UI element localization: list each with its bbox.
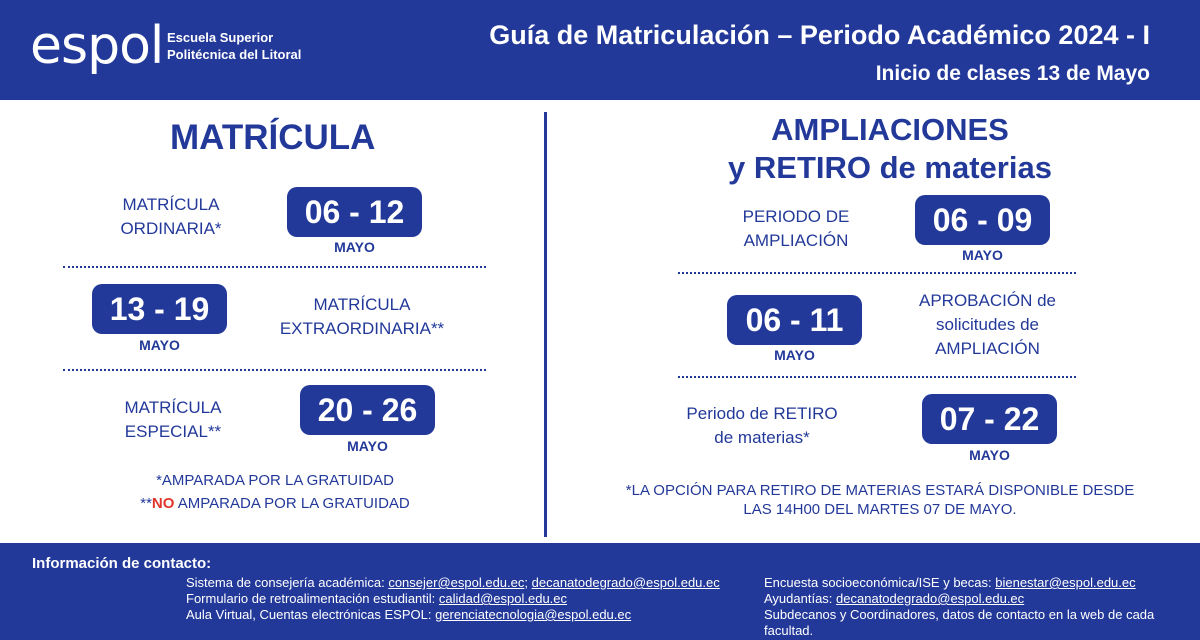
label-line: PERIODO DE xyxy=(742,207,850,226)
dotted-separator xyxy=(63,266,486,268)
contact-line xyxy=(186,575,720,591)
email-link-decanato[interactable]: decanatodegrado@espol.edu.ec xyxy=(531,575,720,590)
email-link-calidad[interactable]: calidad@espol.edu.ec xyxy=(438,591,568,606)
contact-column-right xyxy=(764,575,1154,639)
label-line: AMPLIACIÓN xyxy=(743,231,849,250)
label-line: EXTRAORDINARIA** xyxy=(279,319,445,338)
page-title: Guía de Matriculación – Periodo Académico 2024 - I xyxy=(489,20,1150,50)
date-badge-ampliacion: 06 - 09 xyxy=(915,195,1050,245)
contact-text: Encuesta socioeconómica/ISE y becas: xyxy=(764,575,996,590)
logo-subtitle-line-2: Politécnica del Litoral xyxy=(167,47,302,62)
label-line: MATRÍCULA xyxy=(313,295,411,314)
date-badge-aprobacion: 06 - 11 xyxy=(727,295,862,345)
contact-line xyxy=(764,591,1154,607)
dotted-separator xyxy=(63,369,486,371)
date-badge-especial: 20 - 26 xyxy=(300,385,435,435)
label-line: AMPLIACIÓN xyxy=(935,339,1040,358)
retiro-materias-label xyxy=(672,402,852,450)
espol-logo: espol xyxy=(30,16,164,76)
contact-text: Ayudantías: xyxy=(764,591,837,606)
note-suffix: AMPARADA POR LA GRATUIDAD xyxy=(174,495,410,512)
logo-subtitle xyxy=(167,29,301,63)
note-prefix: ** xyxy=(140,495,152,512)
contact-column-left xyxy=(186,575,720,623)
contact-line xyxy=(186,607,720,623)
label-line: Periodo de RETIRO xyxy=(686,404,838,423)
ampliaciones-heading-line-2: y RETIRO de materias xyxy=(728,150,1052,185)
label-line: de materias* xyxy=(714,428,810,447)
dotted-separator xyxy=(678,272,1076,274)
label-line: ORDINARIA* xyxy=(120,219,222,238)
logo-subtitle-line-1: Escuela Superior xyxy=(167,30,274,45)
email-link-gerencia[interactable]: gerenciatecnologia@espol.edu.ec xyxy=(435,607,632,622)
contact-line xyxy=(764,575,1154,591)
contact-line: Subdecanos y Coordinadores, datos de contacto en la web de cada xyxy=(764,607,1155,622)
header-banner xyxy=(0,0,1200,100)
contact-line: facultad. xyxy=(764,623,814,638)
label-line: APROBACIÓN de xyxy=(919,291,1056,310)
date-badge-retiro: 07 - 22 xyxy=(922,394,1057,444)
contact-text: Sistema de consejería académica: xyxy=(186,575,389,590)
matricula-especial-label xyxy=(98,396,248,444)
date-badge-ordinaria: 06 - 12 xyxy=(287,187,422,237)
month-label: MAYO xyxy=(334,239,375,255)
note-no-gratuidad xyxy=(100,493,450,515)
month-label: MAYO xyxy=(347,438,388,454)
separator: ; xyxy=(524,575,532,590)
note-retiro-line-2: LAS 14H00 DEL MARTES 07 DE MAYO. xyxy=(743,501,1017,518)
email-link-ayudantias[interactable]: decanatodegrado@espol.edu.ec xyxy=(836,591,1025,606)
note-no-highlight: NO xyxy=(151,495,175,512)
month-label: MAYO xyxy=(962,247,1003,263)
contact-text: Aula Virtual, Cuentas electrónicas ESPOL: xyxy=(186,607,436,622)
contact-line xyxy=(186,591,720,607)
note-retiro-line-1: *LA OPCIÓN PARA RETIRO DE MATERIAS ESTARÁ DISPONIBLE DESDE xyxy=(625,482,1135,499)
matricula-extraordinaria-label xyxy=(272,293,452,341)
matricula-ordinaria-label xyxy=(96,193,246,241)
label-line: MATRÍCULA xyxy=(124,398,222,417)
ampliaciones-heading-line-1: AMPLIACIONES xyxy=(771,112,1009,147)
column-divider xyxy=(544,112,547,537)
month-label: MAYO xyxy=(969,447,1010,463)
dotted-separator xyxy=(678,376,1076,378)
date-badge-extraordinaria: 13 - 19 xyxy=(92,284,227,334)
month-label: MAYO xyxy=(139,337,180,353)
page-subtitle: Inicio de clases 13 de Mayo xyxy=(875,62,1150,85)
aprobacion-ampliacion-label xyxy=(900,289,1075,361)
label-line: ESPECIAL** xyxy=(124,422,222,441)
label-line: MATRÍCULA xyxy=(122,195,220,214)
month-label: MAYO xyxy=(774,347,815,363)
contact-footer xyxy=(0,543,1200,640)
email-link-consejer[interactable]: consejer@espol.edu.ec xyxy=(388,575,525,590)
note-gratuidad: *AMPARADA POR LA GRATUIDAD xyxy=(156,472,394,489)
contact-title: Información de contacto: xyxy=(32,555,212,572)
contact-text: Formulario de retroalimentación estudiantil: xyxy=(186,591,439,606)
matricula-heading: MATRÍCULA xyxy=(170,118,376,157)
label-line: solicitudes de xyxy=(935,315,1039,334)
email-link-bienestar[interactable]: bienestar@espol.edu.ec xyxy=(995,575,1136,590)
periodo-ampliacion-label xyxy=(716,205,876,253)
